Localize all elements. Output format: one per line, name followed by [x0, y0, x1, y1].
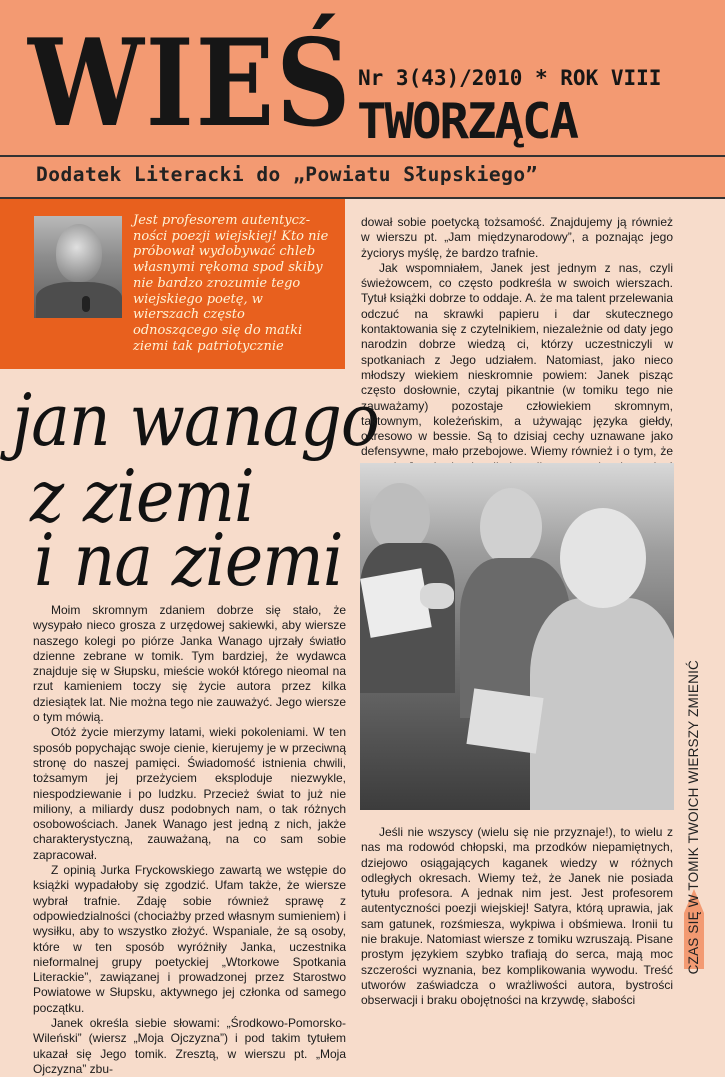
paragraph: Otóż życie mierzymy latami, wieki pokoleniami. W ten sposób popychając swoje cienie, kierujemy je w przeciwną stronę do naszej pamięci. Świadomość istnienia chwili, tożsamym jej przeżyciem eksploduje niezwykle, niespodziewanie i po ludzku. Przecież świat to już nie miliony, a miliardy dusz podobnych nam, o tak różnych osobowościach. Janek Wanago jest jedną z nich, jakże charakterystyczną, zauważaną, na co sam sobie zapracował.: [33, 725, 346, 862]
side-caption: CZAS SIĘ W TOMIK TWOICH WIERSZY ZMIENIĆ: [686, 660, 701, 975]
paragraph: Janek określa siebie słowami: „Środkowo-Pomorsko-Wileński” (wiersz „Moja Ojczyzna”) i pod takim tytułem ukazał się Jego tomik. Zresztą, w wierszu pt. „Moja Ojczyzna” zbu-: [33, 1016, 346, 1076]
issue-number: Nr 3(43)/2010 * ROK VIII: [358, 66, 662, 90]
logo-title-tworzaca: TWORZĄCA: [357, 93, 578, 150]
article-column-right-top: [361, 215, 673, 490]
article-column-right-bottom: [361, 825, 673, 1009]
paragraph: Moim skromnym zdaniem dobrze się stało, że wysypało nieco grosza z urzędowej sakiewki, aby wiersze naszego kolegi po piórze Janka Wanago ujrzały światło dzienne zebrane w tomik. Tym bardziej, że wydawca znajduje się w Słupsku, mieście wokół którego nieomal na rzut kamieniem toczy się życie autora przez kilka dziesiątek lat. Nie można tego nie zauważyć. Jego wiersze o tym mówią.: [33, 603, 346, 725]
article-title-line-1: jan wanago: [12, 378, 380, 462]
publication-subtitle: Dodatek Literacki do „Powiatu Słupskiego”: [36, 163, 538, 186]
article-title-line-2: z ziemi: [30, 454, 254, 538]
intro-lead-text: Jest profesorem autentycz-ności poezji wiejskiej! Kto nie próbował wydobywać chleb własnymi rękoma spod skiby nie bardzo zrozumie tego wiejskiego poetę, w wierszach często odnoszącego się do matki ziemi tak patriotycznie: [133, 213, 329, 354]
event-photograph: [360, 463, 674, 810]
paragraph: Jak wspomniałem, Janek jest jednym z nas, czyli świeżowcem, co często podkreśla w swoich wierszach. Tytuł książki dobrze to oddaje. A. że ma talent przelewania odczuć na skrawki papieru i dar skutecznego kontaktowania się z czytelnikiem, niezależnie od daty jego narodzin dobrze wiedzą ci, którzy uczestniczyli w spotkaniach z Jego udziałem. Natomiast, jako nieco młodszy wiekiem nieskromnie powiem: Janek pisząc często dosłownie, czytaj pikantnie (w tomiku tego nie zauważamy) pozostaje człowiekiem skromnym, taktownym, koleżeńskim, a używając języka giełdy, okresowo w bessie. Są to dzisiaj cechy uznawane jako defensywne, mało przebojowe. Wiemy również i o tym, że: [361, 260, 673, 459]
logo-title-wies: WIEŚ: [28, 13, 353, 154]
article-column-left: [33, 603, 346, 1077]
author-portrait: [34, 216, 122, 318]
paragraph: Jeśli nie wszyscy (wielu się nie przyznaje!), to wielu z nas ma rodowód chłopski, ma przodków niepamiętnych, dziejowo osiągających kaganek wiedzy w różnych odległych okresach. Wiemy też, że Janek nie posiada tytułu profesora. A jednak nim jest. Jest profesorem autentyczności poezji wiejskiej! Satyra, którą uprawia, jak sam gatunek, rozśmiesza, wykpiwa i obśmiewa. Ironii tu nie brakuje. Natomiast wiersze z tomiku wzruszają. Pisane prostym językiem szybko trafiają do serca, mają moc szczerości wyznania, bez komplikowania wywodu. Treść utworów zaświadcza o wrażliwości autora, bystrości obserwacji i braku obojętności na krzywdę, słabości: [361, 825, 673, 1008]
paragraph: Z opinią Jurka Fryckowskiego zawartą we wstępie do książki wypadałoby się zgodzić. Ufam także, że wiersze wybrał trafnie. Zdaję sobie również sprawę z odpowiedzialności (chociażby przed własnym sumieniem) i wysiłku, aby to wszystko złożyć. Wspaniale, że są osoby, które w ten sposób wyróżniły Janka, uczestnika nieformalnej grupy poetyckiej „Wtorkowe Spotkania Literackie”, zawiązanej i prowadzonej przez Starostwo Powiatowe w Słupsku, aktywnego jej członka od samego początku.: [33, 863, 346, 1015]
paragraph: dował sobie poetycką tożsamość. Znajdujemy ją również w wierszu pt. „Jam międzynarodowy”, a poznając jego życiorys myślę, że bardzo trafnie.: [361, 215, 673, 260]
article-title-line-3: i na ziemi: [34, 518, 343, 602]
